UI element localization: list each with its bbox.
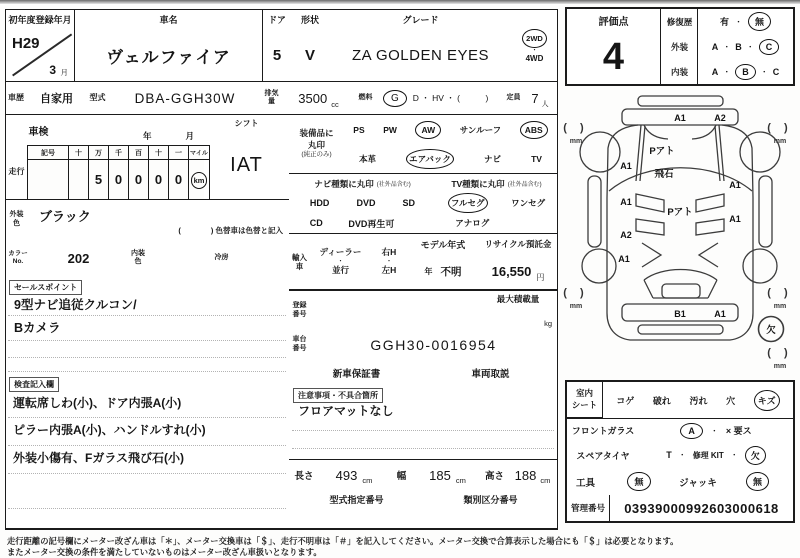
km-circled: km <box>191 172 208 189</box>
color-no-label-l1: カラー <box>8 250 28 258</box>
interior-grade-value <box>697 59 793 84</box>
mileage-digit: 0 <box>169 160 189 200</box>
grade-label <box>329 9 513 30</box>
car-name-label-text: 車名 <box>159 15 178 25</box>
navi-hdd: HDD <box>309 198 330 208</box>
mileage-digit: 0 <box>109 160 129 200</box>
chassis-label-l2: 番号 <box>292 345 307 352</box>
dot-sep: ・ <box>746 43 754 51</box>
dot-sep: ・ <box>723 68 731 76</box>
car-name-value <box>75 29 263 82</box>
repair-value <box>697 9 793 35</box>
windshield-value <box>639 418 793 443</box>
tread-bracket-rl: ( ) <box>563 287 589 299</box>
displacement-value <box>281 81 357 115</box>
capacity-value <box>523 81 558 115</box>
tools-label <box>567 468 605 496</box>
jack-label <box>674 468 723 496</box>
spare-sep2: ・ <box>730 452 738 459</box>
equipment-label-l3: (純正のみ) <box>301 151 332 159</box>
jack-value <box>722 468 793 496</box>
jack-none-circled: 無 <box>746 472 769 491</box>
tread-bracket-rr: ( ) <box>767 287 793 299</box>
mileage-col-header: 百 <box>129 146 149 160</box>
windshield-label <box>567 418 640 443</box>
roof-panel-mid <box>636 219 724 235</box>
damage-roof-paint: Pアト <box>667 207 693 218</box>
roof-braces <box>642 243 718 267</box>
mileage-col-header: 十 <box>149 146 169 160</box>
ac-value <box>232 239 290 278</box>
chassis-label-l1: 車台 <box>292 336 307 344</box>
equip-aw-circled: AW <box>415 121 441 139</box>
windshield-sep: ・ <box>710 427 718 435</box>
model-year-text: 不明 <box>440 266 462 278</box>
exterior-grade-label <box>660 34 698 60</box>
first-reg-label <box>5 9 75 30</box>
interior-a: A <box>711 66 719 77</box>
first-reg-value <box>5 29 75 82</box>
shift-label-text: シフト <box>234 118 259 128</box>
mileage-km-cell <box>189 160 210 200</box>
mileage-digit: 0 <box>129 160 149 200</box>
model-code-label <box>87 81 109 115</box>
seat-label <box>567 382 603 418</box>
sales-point-line2: Bカメラ <box>14 321 61 335</box>
color-no-label <box>5 239 31 278</box>
height-unit: cm <box>540 476 551 485</box>
shape-label <box>291 9 330 30</box>
history-value-text: 自家用 <box>40 93 73 105</box>
shaken-month-unit: 月 <box>185 131 194 141</box>
length-label <box>289 460 320 491</box>
width-value <box>414 460 482 491</box>
model-year-unit: 年 <box>424 267 433 276</box>
seat-label-l2: シート <box>571 399 598 410</box>
equip-airbag-circled: エアバック <box>406 149 454 169</box>
spare-missing-mark: 欠 <box>766 325 776 336</box>
ext-color-text: ブラック <box>39 209 91 224</box>
fuel-options: D ・ HV ・ ( ) <box>412 93 489 103</box>
damage-rear-b1: B1 <box>674 309 686 319</box>
damage-right-frontdoor-a1: A1 <box>729 180 741 190</box>
equip-tv: TV <box>531 153 542 164</box>
mileage-col-header: 一 <box>169 146 189 160</box>
class-no-header-text: 類別区分番号 <box>463 495 518 505</box>
exterior-c-circled: C <box>759 39 780 55</box>
color-no-value <box>30 239 128 278</box>
sales-point-line1: 9型ナビ追従クルコン/ <box>14 298 137 312</box>
damage-hood-paint: Pアト <box>649 146 675 157</box>
displacement-label-text: 排気量 <box>264 89 279 105</box>
inspector-note-line3: 外装小傷有、Fガラス飛び石(小) <box>13 451 184 465</box>
grade-value <box>329 29 513 82</box>
recycle-value <box>479 254 558 290</box>
equipment-label <box>289 114 345 174</box>
type-no-header-text: 型式指定番号 <box>329 495 384 505</box>
int-color-label-text: 内装色 <box>131 249 145 265</box>
history-label-text: 車歴 <box>8 93 24 103</box>
interior-c: C <box>772 66 780 77</box>
tools-value <box>604 468 675 496</box>
shaken-date <box>71 114 205 146</box>
tread-mm-spare: mm <box>773 363 787 370</box>
rear-license-panel <box>662 284 700 298</box>
max-load-box <box>479 290 558 331</box>
mgmt-no-value <box>610 495 793 521</box>
import-dealer-text: ディーラー <box>319 247 362 258</box>
tread-bracket-fr: ( ) <box>767 122 793 134</box>
tv-analog: アナログ <box>455 218 490 228</box>
fuel-g-circled: G <box>383 90 407 107</box>
mgmt-no-text: 03939000992603000618 <box>624 500 779 516</box>
width-label-text: 幅 <box>396 471 407 482</box>
equip-leather: 本革 <box>359 153 377 164</box>
height-number: 188 <box>514 467 537 483</box>
wheel-rear-right <box>743 249 777 283</box>
dot-sep: ・ <box>723 43 731 51</box>
max-load-header: 最大積載量 <box>496 294 540 304</box>
manual-text: 車両取説 <box>471 368 510 380</box>
interior-grade-label-text: 内装 <box>670 66 688 77</box>
capacity-label <box>504 81 524 115</box>
spare-sep1: ・ <box>678 452 686 459</box>
int-color-label <box>127 239 150 278</box>
import-dealer <box>310 234 372 290</box>
mileage-label-text: 走行 <box>8 167 25 177</box>
interior-grade-label <box>660 59 698 84</box>
height-label <box>481 460 509 491</box>
spare-kit: 修理 KIT <box>692 450 724 460</box>
footer-note-line1: 走行距離の記号欄にメーター改ざん車は「＊」、メーター交換車は「＄」、走行不明車は「＃」を記入してください。メーター交換で合算表示した場合にも「＄」は必要となります。 <box>7 536 679 546</box>
damage-hood-stonechip: 飛石 <box>654 169 674 180</box>
import-label <box>289 234 311 290</box>
spare-tire-label-text: スペアタイヤ <box>576 450 630 461</box>
damage-left-reardoor-a2: A2 <box>620 230 632 240</box>
windshield-note: × 要ス <box>725 426 752 436</box>
navi-dvd: DVD <box>356 198 376 208</box>
reg-no-label-text: 登録番号 <box>292 302 307 318</box>
tv-type-box <box>436 173 558 234</box>
first-reg-label-text: 初年度登録年月 <box>8 15 72 25</box>
import-dealer-sep: ・ <box>337 258 344 265</box>
drive-box <box>512 9 558 82</box>
mileage-digit: 5 <box>89 160 109 200</box>
mileage-label <box>5 145 28 200</box>
tread-mm-rr: mm <box>773 303 787 310</box>
scan-top-edge <box>0 0 800 4</box>
navi-sd: SD <box>402 198 416 208</box>
model-code-label-text: 型式 <box>89 93 106 103</box>
ext-color-value <box>27 200 290 240</box>
capacity-unit: 人 <box>541 101 549 108</box>
mileage-digit <box>69 160 89 200</box>
displacement-number: 3500 <box>298 90 328 106</box>
equipment-label-l1: 装備品に <box>299 128 334 139</box>
seat-hole: 穴 <box>726 395 736 406</box>
shape-value-text: V <box>304 46 315 64</box>
grade-value-text: ZA GOLDEN EYES <box>351 46 490 64</box>
model-code-value <box>108 81 263 115</box>
ext-color-label-text: 外装色 <box>9 211 24 227</box>
displacement-unit: cc <box>331 100 339 109</box>
recycle-header <box>479 234 558 255</box>
sales-point-tag: セールスポイント <box>9 280 82 295</box>
spare-t: T <box>666 450 672 460</box>
seat-scratch-circled: キズ <box>754 390 780 411</box>
dot-sep: ・ <box>760 68 768 76</box>
interior-b-circled: B <box>735 64 756 80</box>
car-damage-diagram <box>558 88 798 380</box>
tv-type-header: TV種類に丸印 <box>451 178 505 189</box>
manual-cell <box>424 360 558 386</box>
windshield-label-text: フロントガラス <box>571 426 635 436</box>
score-number: 4 <box>602 36 625 78</box>
fuel-label-text: 燃料 <box>358 93 373 101</box>
damage-front-a1: A1 <box>674 113 686 123</box>
mgmt-no-label-text: 管理番号 <box>570 503 605 513</box>
model-year-header <box>407 234 480 255</box>
navi-type-note: (社外品含む) <box>376 182 411 188</box>
width-unit: cm <box>455 476 466 485</box>
spare-tire-label <box>567 442 640 469</box>
ext-color-note: ( ) 色替車は色替と記入 <box>178 226 283 235</box>
side-sill-right <box>759 176 772 247</box>
warranty-text: 新車保証書 <box>332 368 381 380</box>
model-year-value <box>407 254 480 290</box>
drive-2wd-circled: 2WD <box>522 29 547 48</box>
navi-cd: CD <box>309 218 323 228</box>
equip-navi: ナビ <box>484 153 502 164</box>
door-value <box>263 29 292 82</box>
mileage-col-header: 千 <box>109 146 129 160</box>
car-name-label <box>75 9 263 30</box>
equip-abs-circled: ABS <box>520 121 548 139</box>
tread-mm-fr: mm <box>773 138 787 145</box>
mgmt-no-label <box>567 495 610 521</box>
windshield-a-circled: A <box>680 423 703 439</box>
tv-oneseg: ワンセグ <box>511 198 546 208</box>
exterior-grade-label-text: 外装 <box>670 41 688 52</box>
navi-dvdplay: DVD再生可 <box>348 218 395 229</box>
damage-left-fender-a1: A1 <box>620 161 632 171</box>
wheel-front-left <box>580 132 620 172</box>
reg-month: 3 <box>49 63 56 77</box>
tread-bracket-spare: ( ) <box>767 347 793 359</box>
repair-sep: ・ <box>735 18 742 26</box>
score-label-text: 評価点 <box>598 17 629 28</box>
import-lh-text: 左H <box>381 265 397 275</box>
mileage-sign-header: 記号 <box>28 146 69 160</box>
class-no-value <box>424 509 558 530</box>
grade-label-text: グレード <box>402 15 439 25</box>
door-label <box>263 9 292 30</box>
history-label <box>5 81 27 115</box>
length-number: 493 <box>335 467 358 483</box>
length-unit: cm <box>362 476 373 485</box>
reg-no-label <box>289 290 311 331</box>
headlight-right <box>692 125 716 139</box>
headlight-left <box>644 125 668 139</box>
mileage-digit: 0 <box>149 160 169 200</box>
tv-type-note: (社外品含む) <box>507 182 542 188</box>
damage-rear-a1: A1 <box>714 309 726 319</box>
tread-bracket-fl: ( ) <box>563 122 589 134</box>
width-number: 185 <box>429 467 451 483</box>
tread-mm-rl: mm <box>569 303 583 310</box>
import-parallel-text: 並行 <box>331 265 349 275</box>
navi-type-box <box>289 173 437 234</box>
model-year-header-text: モデル年式 <box>420 239 466 250</box>
notes-tag: 注意事項・不具合箇所 <box>293 388 383 403</box>
score-label <box>567 9 660 32</box>
type-no-value <box>289 509 425 530</box>
int-color-value <box>149 239 212 278</box>
inspector-note-line1: 運転席しわ(小)、ドア内張A(小) <box>13 396 182 410</box>
repair-no-circled: 無 <box>748 12 771 31</box>
footer-note-line2: またメーター交換の条件を満たしていないものはメーター改ざん車扱いとなります。 <box>7 547 322 557</box>
side-sill-left <box>588 176 601 247</box>
exterior-grade-value <box>697 34 793 60</box>
class-no-header <box>424 490 558 510</box>
inspector-note-line2: ピラー内張A(小)、ハンドルすれ(小) <box>13 423 206 437</box>
jack-label-text: ジャッキ <box>679 477 717 489</box>
chassis-label <box>289 330 311 361</box>
tv-fullseg-circled: フルセグ <box>448 193 488 213</box>
mileage-sign-cell <box>28 160 69 200</box>
equip-sunroof: サンルーフ <box>459 124 502 135</box>
length-value <box>319 460 390 491</box>
notes-line1: フロアマットなし <box>298 404 394 418</box>
shaken-year-unit: 年 <box>142 131 152 141</box>
color-no-label-l2: No. <box>12 258 24 265</box>
reg-era: H29 <box>12 35 40 52</box>
navi-type-header: ナビ種類に丸印 <box>314 178 374 189</box>
seat-tear: 破れ <box>652 395 671 406</box>
capacity-label-text: 定員 <box>506 93 521 101</box>
drive-4wd: 4WD <box>525 53 544 63</box>
spare-missing-circled: 欠 <box>745 446 766 465</box>
drive-sep: ・ <box>531 46 538 54</box>
repair-label-text: 修復歴 <box>666 16 693 27</box>
spare-tire-value <box>639 442 793 469</box>
damage-left-rearfender-a1: A1 <box>618 254 630 264</box>
inspector-notes-tag: 検査記入欄 <box>9 377 59 392</box>
recycle-unit: 円 <box>536 273 545 282</box>
repair-yes: 有 <box>719 17 729 27</box>
equip-ps: PS <box>353 124 365 135</box>
height-value <box>508 460 558 491</box>
chassis-value <box>310 330 558 361</box>
fuel-value <box>375 81 505 115</box>
door-value-text: 5 <box>272 46 282 64</box>
reg-month-unit: 月 <box>60 68 68 77</box>
tread-mm-fl: mm <box>569 138 583 145</box>
mileage-mile-header: マイル <box>189 146 210 160</box>
import-rh-text: 右H <box>381 247 397 258</box>
width-label <box>389 460 415 491</box>
import-handle <box>371 234 408 290</box>
tools-label-text: 工具 <box>575 477 595 489</box>
recycle-header-text: リサイクル預託金 <box>484 239 552 249</box>
rear-edge-strip <box>638 325 723 334</box>
seat-label-l1: 室内 <box>575 388 593 399</box>
seat-stain: 汚れ <box>689 395 708 406</box>
history-value <box>26 81 88 115</box>
reg-no-value <box>310 290 480 331</box>
mileage-col-header: 十 <box>69 146 89 160</box>
shift-value-text: IAT <box>230 153 263 176</box>
import-handle-sep: ・ <box>385 258 393 265</box>
shape-label-text: 形状 <box>300 15 319 25</box>
shape-value <box>291 29 330 82</box>
length-label-text: 長さ <box>294 471 314 482</box>
ac-label <box>211 239 233 278</box>
shaken-label-text: 車検 <box>28 126 49 138</box>
repair-label <box>660 9 698 35</box>
equipment-items <box>344 114 558 174</box>
mileage-table <box>27 145 210 200</box>
equip-pw: PW <box>383 124 397 135</box>
damage-front-a2: A2 <box>714 113 726 123</box>
car-name-text: ヴェルファイア <box>106 47 231 67</box>
fuel-label <box>356 81 376 115</box>
damage-right-reardoor-a1: A1 <box>729 214 741 224</box>
shift-label <box>204 114 290 132</box>
seat-items <box>603 382 793 418</box>
height-label-text: 高さ <box>484 471 504 482</box>
shaken-label <box>5 114 72 146</box>
front-edge-strip <box>638 96 723 106</box>
door-label-text: ドア <box>268 15 286 25</box>
type-no-header <box>289 490 425 510</box>
chassis-number: GGH30-0016954 <box>370 337 497 353</box>
seat-burn: コゲ <box>616 395 635 406</box>
import-label-text: 輸入車 <box>292 252 307 271</box>
exterior-a: A <box>711 41 719 52</box>
tools-none-circled: 無 <box>627 472 650 491</box>
recycle-amount: 16,550 <box>491 264 532 279</box>
score-value <box>567 31 660 84</box>
max-load-unit: kg <box>544 319 552 328</box>
exterior-b: B <box>735 41 742 52</box>
wheel-rear-left <box>582 249 616 283</box>
model-code-text: DBA-GGH30W <box>134 90 236 106</box>
shift-value <box>204 131 290 200</box>
ac-label-text: 冷房 <box>214 253 229 261</box>
capacity-number: 7 <box>531 90 539 106</box>
color-no-text: 202 <box>67 250 90 266</box>
warranty-cell <box>289 360 425 386</box>
ext-color-label <box>5 200 28 240</box>
damage-left-frontdoor-a1: A1 <box>620 197 632 207</box>
equipment-label-l2: 丸印 <box>307 139 325 150</box>
displacement-label <box>262 81 282 115</box>
mileage-col-header: 万 <box>89 146 109 160</box>
